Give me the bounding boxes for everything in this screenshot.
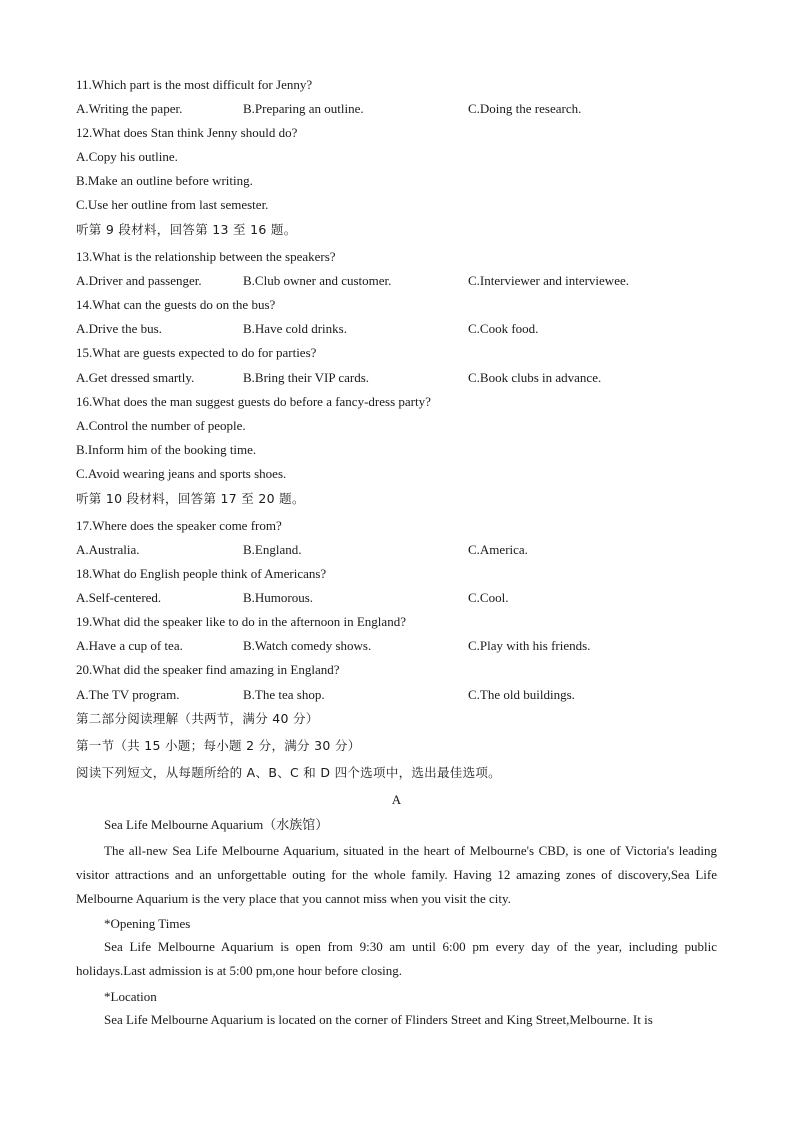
passage-paragraph-1: The all-new Sea Life Melbourne Aquarium, situated in the heart of Melbourne's CBD, is one of Victoria's leading visitor attractions and an unforgettable outing for the whole family. Having 12 amazing zones of discovery,Sea Life Melbourne Aquarium is the very place that you cannot miss when you visit the city. bbox=[76, 843, 717, 906]
reading-part-title: 第二部分阅读理解（共两节，满分 40 分） bbox=[76, 711, 319, 726]
question-15-option-c: C.Book clubs in advance. bbox=[468, 370, 602, 385]
question-18-option-b: B.Humorous. bbox=[243, 590, 314, 605]
question-17-option-b: B.England. bbox=[243, 542, 302, 557]
question-16-option-c: C.Avoid wearing jeans and sports shoes. bbox=[76, 466, 287, 481]
question-14-stem: 14.What can the guests do on the bus? bbox=[76, 297, 276, 312]
question-16-option-a: A.Control the number of people. bbox=[76, 418, 246, 433]
question-11-stem: 11.Which part is the most difficult for Jenny? bbox=[76, 77, 313, 92]
question-14-option-c: C.Cook food. bbox=[468, 321, 539, 336]
section-9-instruction: 听第 9 段材料，回答第 13 至 16 题。 bbox=[76, 222, 297, 237]
question-13-option-c: C.Interviewer and interviewee. bbox=[468, 273, 629, 288]
question-20-stem: 20.What did the speaker find amazing in England? bbox=[76, 662, 340, 677]
question-20-option-b: B.The tea shop. bbox=[243, 687, 325, 702]
question-19-option-a: A.Have a cup of tea. bbox=[76, 638, 183, 653]
reading-instruction: 阅读下列短文，从每题所给的 A、B、C 和 D 四个选项中，选出最佳选项。 bbox=[76, 765, 501, 780]
question-20-option-a: A.The TV program. bbox=[76, 687, 180, 702]
question-18-option-c: C.Cool. bbox=[468, 590, 509, 605]
question-11-option-a: A.Writing the paper. bbox=[76, 101, 183, 116]
question-15-stem: 15.What are guests expected to do for parties? bbox=[76, 345, 317, 360]
question-12-option-b: B.Make an outline before writing. bbox=[76, 173, 253, 188]
question-14-option-b: B.Have cold drinks. bbox=[243, 321, 347, 336]
question-17-option-a: A.Australia. bbox=[76, 542, 140, 557]
question-16-option-b: B.Inform him of the booking time. bbox=[76, 442, 257, 457]
question-19-option-b: B.Watch comedy shows. bbox=[243, 638, 372, 653]
passage-label: A bbox=[391, 792, 402, 807]
question-15-option-b: B.Bring their VIP cards. bbox=[243, 370, 370, 385]
location-heading: *Location bbox=[104, 989, 157, 1004]
passage-paragraph-2: Sea Life Melbourne Aquarium is open from 9:30 am until 6:00 pm every day of the year, including public holidays.Last admission is at 5:00 pm,one hour before closing. bbox=[76, 939, 717, 978]
opening-times-heading: *Opening Times bbox=[104, 916, 191, 931]
question-18-option-a: A.Self-centered. bbox=[76, 590, 162, 605]
question-19-stem: 19.What did the speaker like to do in the afternoon in England? bbox=[76, 614, 406, 629]
question-16-stem: 16.What does the man suggest guests do before a fancy-dress party? bbox=[76, 394, 431, 409]
question-11-option-b: B.Preparing an outline. bbox=[243, 101, 364, 116]
question-12-stem: 12.What does Stan think Jenny should do? bbox=[76, 125, 298, 140]
question-17-option-c: C.America. bbox=[468, 542, 528, 557]
reading-section-title: 第一节（共 15 小题；每小题 2 分，满分 30 分） bbox=[76, 738, 361, 753]
question-15-option-a: A.Get dressed smartly. bbox=[76, 370, 195, 385]
passage-title: Sea Life Melbourne Aquarium（水族馆） bbox=[104, 817, 329, 832]
question-13-option-a: A.Driver and passenger. bbox=[76, 273, 202, 288]
question-12-option-a: A.Copy his outline. bbox=[76, 149, 178, 164]
section-10-instruction: 听第 10 段材料，回答第 17 至 20 题。 bbox=[76, 491, 305, 506]
passage-paragraph-3: Sea Life Melbourne Aquarium is located on the corner of Flinders Street and King Street,Melbourne. It is bbox=[104, 1012, 653, 1027]
question-17-stem: 17.Where does the speaker come from? bbox=[76, 518, 282, 533]
question-12-option-c: C.Use her outline from last semester. bbox=[76, 197, 269, 212]
question-19-option-c: C.Play with his friends. bbox=[468, 638, 591, 653]
question-14-option-a: A.Drive the bus. bbox=[76, 321, 162, 336]
question-20-option-c: C.The old buildings. bbox=[468, 687, 575, 702]
question-13-stem: 13.What is the relationship between the speakers? bbox=[76, 249, 336, 264]
question-11-option-c: C.Doing the research. bbox=[468, 101, 582, 116]
question-13-option-b: B.Club owner and customer. bbox=[243, 273, 392, 288]
question-18-stem: 18.What do English people think of Americans? bbox=[76, 566, 327, 581]
